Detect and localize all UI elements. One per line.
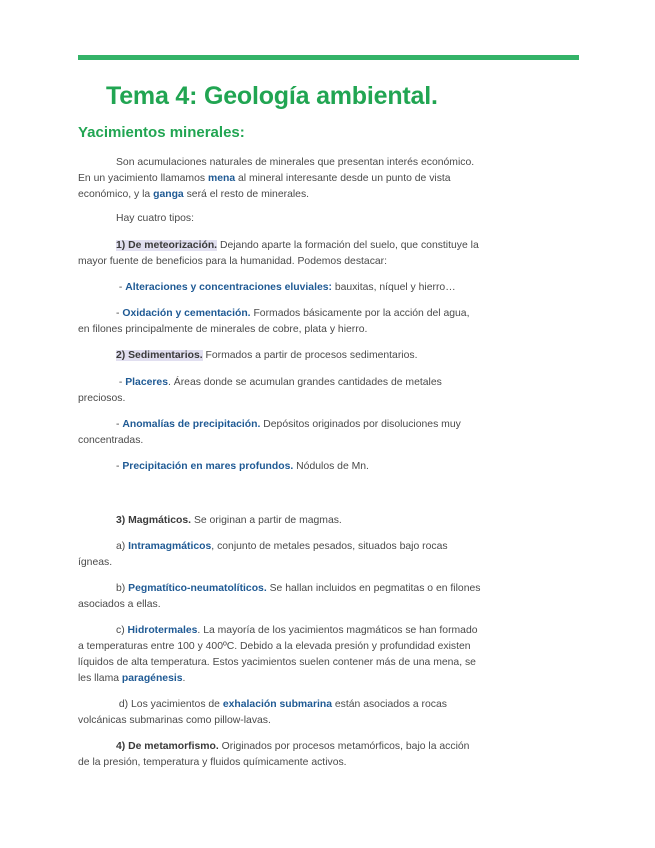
- term-intramagmaticos: Intramagmáticos: [128, 541, 212, 552]
- oxidacion-line-2: en filones principalmente de minerales de cobre, plata y hierro.: [78, 324, 368, 335]
- text-span: -: [116, 308, 123, 319]
- hidrotermales-item: [78, 623, 484, 687]
- intro-line-1: Son acumulaciones naturales de minerales que presentan interés económico.: [116, 157, 475, 168]
- term-paragenesis: paragénesis: [121, 673, 183, 684]
- intro-line-2: [78, 171, 484, 187]
- text-span: d) Los yacimientos de: [116, 699, 223, 710]
- term-oxidacion: Oxidación y cementación.: [122, 308, 251, 319]
- anomalias-line-1: [78, 417, 484, 433]
- term-hidrotermales: Hidrotermales: [127, 625, 198, 636]
- text-span: Formados básicamente por la acción del agua,: [250, 308, 470, 319]
- text-span: Formados a partir de procesos sedimentarios.: [202, 350, 418, 361]
- heading-sedimentarios: 2) Sedimentarios.: [116, 350, 203, 361]
- exhalacion-line-2: volcánicas submarinas como pillow-lavas.: [78, 715, 271, 726]
- hidrotermales-line-4: [78, 671, 484, 687]
- exhalacion-line-1: [78, 697, 484, 713]
- pegmatitico-line-1: [78, 581, 484, 597]
- hidrotermales-line-3: líquidos de alta temperatura. Estos yacimientos suelen contener más de una mena, se: [78, 657, 476, 668]
- text-span: a): [116, 541, 129, 552]
- intro-line-3: [78, 187, 484, 203]
- exhalacion-item: [78, 697, 484, 729]
- text-span: b): [116, 583, 129, 594]
- text-span: les llama: [78, 673, 122, 684]
- text-span: , conjunto de metales pesados, situados bajo rocas: [211, 541, 448, 552]
- document-body: [78, 155, 484, 771]
- text-span: Nódulos de Mn.: [293, 461, 369, 472]
- term-exhalacion: exhalación submarina: [222, 699, 333, 710]
- text-span: Depósitos originados por disoluciones muy: [260, 419, 461, 430]
- text-span: económico, y la: [78, 189, 154, 200]
- oxidacion-line-1: [78, 306, 484, 322]
- term-alteraciones: Alteraciones y concentraciones eluviales:: [125, 282, 332, 293]
- metamorfismo-line-1: [78, 739, 484, 755]
- text-span: al mineral interesante desde un punto de vista: [235, 173, 451, 184]
- meteorizacion-line-2: mayor fuente de beneficios para la humanidad. Podemos destacar:: [78, 256, 388, 267]
- sedimentarios-paragraph: [78, 348, 484, 364]
- hidrotermales-line-1: [78, 623, 484, 639]
- text-span: Se originan a partir de magmas.: [191, 515, 342, 526]
- term-precipitacion: Precipitación en mares profundos.: [122, 461, 294, 472]
- heading-magmaticos: 3) Magmáticos.: [116, 515, 192, 526]
- meteorizacion-line-1: [78, 238, 484, 254]
- oxidacion-item: [78, 306, 484, 338]
- text-span: .: [182, 673, 186, 684]
- anomalias-item: [78, 417, 484, 449]
- text-span: . Áreas donde se acumulan grandes cantidades de metales: [168, 377, 442, 388]
- types-intro: Hay cuatro tipos:: [116, 213, 194, 224]
- text-span: c): [116, 625, 128, 636]
- text-span: -: [116, 282, 126, 293]
- page-title: Tema 4: Geología ambiental.: [106, 82, 438, 110]
- text-span: . La mayoría de los yacimientos magmáticos se han formado: [197, 625, 478, 636]
- text-span: están asociados a rocas: [332, 699, 447, 710]
- heading-meteorizacion: 1) De meteorización.: [116, 240, 218, 251]
- term-ganga: ganga: [153, 189, 184, 200]
- text-span: En un yacimiento llamamos: [78, 173, 208, 184]
- alteraciones-item: [78, 280, 484, 296]
- magmaticos-paragraph: [78, 513, 484, 529]
- anomalias-line-2: concentradas.: [78, 435, 144, 446]
- pegmatitico-item: [78, 581, 484, 613]
- text-span: Se hallan incluidos en pegmatitas o en filones: [266, 583, 481, 594]
- term-mena: mena: [207, 173, 236, 184]
- text-span: será el resto de minerales.: [183, 189, 310, 200]
- header-rule: [78, 55, 579, 60]
- meteorizacion-paragraph: [78, 238, 484, 270]
- placeres-line-2: preciosos.: [78, 393, 126, 404]
- text-span: -: [116, 419, 123, 430]
- pegmatitico-line-2: asociados a ellas.: [78, 599, 161, 610]
- intro-paragraph: [78, 155, 484, 203]
- section-title: Yacimientos minerales:: [78, 124, 245, 141]
- intramagmaticos-line-2: ígneas.: [78, 557, 113, 568]
- placeres-line-1: [78, 375, 484, 391]
- metamorfismo-line-2: de la presión, temperatura y fluidos químicamente activos.: [78, 757, 347, 768]
- text-span: Originados por procesos metamórficos, bajo la acción: [218, 741, 470, 752]
- term-pegmatitico: Pegmatítico-neumatolíticos.: [128, 583, 267, 594]
- heading-metamorfismo: 4) De metamorfismo.: [116, 741, 219, 752]
- term-placeres: Placeres: [125, 377, 168, 388]
- term-anomalias: Anomalías de precipitación.: [122, 419, 261, 430]
- text-span: bauxitas, níquel y hierro…: [331, 282, 456, 293]
- hidrotermales-line-2: a temperaturas entre 100 y 400ºC. Debido a la elevada presión y profundidad existen: [78, 641, 471, 652]
- metamorfismo-paragraph: [78, 739, 484, 771]
- intramagmaticos-item: [78, 539, 484, 571]
- text-span: -: [116, 377, 126, 388]
- text-span: Dejando aparte la formación del suelo, que constituye la: [217, 240, 479, 251]
- placeres-item: [78, 375, 484, 407]
- precipitacion-item: [78, 459, 484, 475]
- text-span: -: [116, 461, 123, 472]
- intramagmaticos-line-1: [78, 539, 484, 555]
